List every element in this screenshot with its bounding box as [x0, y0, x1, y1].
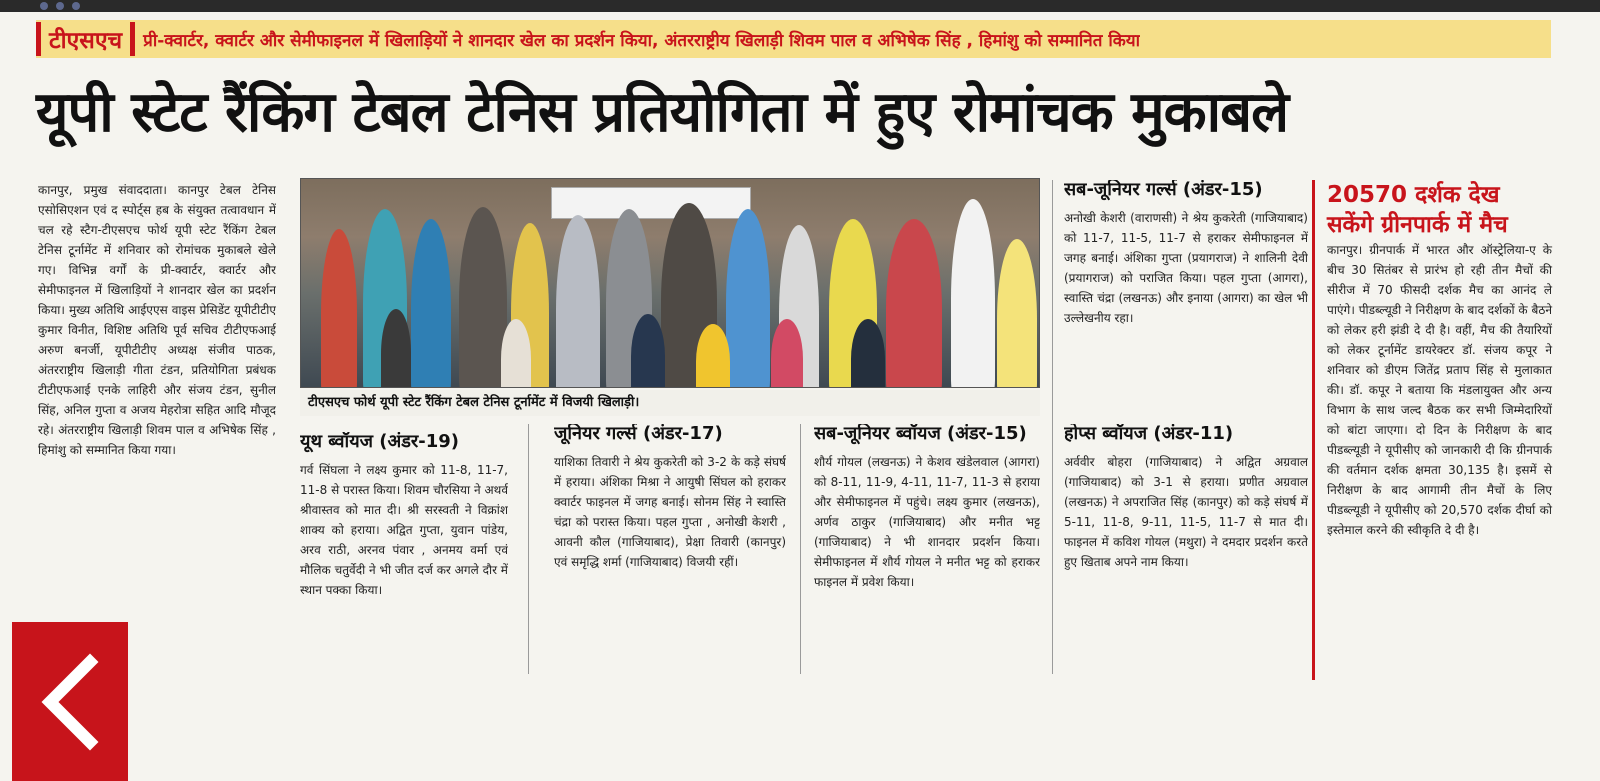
top-bar-dots	[40, 2, 80, 10]
article-column-hopes-boys	[1064, 424, 1308, 674]
lead-article	[38, 180, 276, 678]
article-column-youth-boys	[300, 432, 508, 682]
strap-tag: टीएसएच	[36, 22, 135, 56]
chevron-left-icon	[35, 652, 105, 752]
column-heading: सब-जूनियर ब्वॉयज (अंडर-15)	[814, 424, 1027, 444]
column-text: शौर्य गोयल (लखनऊ) ने केशव खंडेलवाल (आगरा) को 8-11, 11-9, 4-11, 11-7, 11-3 से हराया और सेमीफाइनल में पहुंचे। लक्ष्य कुमार (लखनऊ), अर्णव ठाकुर (गाजियाबाद) और मनीत भट्ट (गाजियाबाद) ने भी शानदार प्रदर्शन किया। सेमीफाइनल में शौर्य गोयल ने मनीत भट्ट को हराकर फाइनल में प्रवेश किया।	[814, 455, 1040, 589]
article-column-subjunior-girls	[1064, 180, 1308, 412]
column-text: याशिका तिवारी ने श्रेय कुकरेती को 3-2 के कड़े संघर्ष में हराया। अंशिका मिश्रा ने आयुषी सिंघल को हराकर क्वार्टर फाइनल में जगह बनाई। सोनम सिंह ने स्वास्ति चंद्रा को परास्त किया। पहल गुप्ता , अनोखी केशरी , आवनी कौल (गाजियाबाद), प्रेक्षा तिवारी (कानपुर) एवं समृद्धि शर्मा (गाजियाबाद) विजयी रहीं।	[554, 455, 786, 569]
photo-caption: टीएसएच फोर्थ यूपी स्टेट रैंकिंग टेबल टेनिस टूर्नामेंट में विजयी खिलाड़ी।	[300, 390, 1040, 416]
column-heading: होप्स ब्वॉयज (अंडर-11)	[1064, 424, 1234, 444]
column-text: गर्व सिंघला ने लक्ष्य कुमार को 11-8, 11-7, 11-8 से परास्त किया। शिवम चौरसिया ने अथर्व श्रीवास्तव को मात दी। श्री सरस्वती ने विक्रांश शाक्य को हराया। अद्वित गुप्ता, युवान पांडेय, अरव राठी, अरनव पंवार , अनमय वर्मा एवं मौलिक चतुर्वेदी ने भी जीत दर्ज कर अगले दौर में स्थान पक्का किया।	[300, 463, 508, 597]
article-column-junior-girls	[554, 424, 786, 674]
photo-banner	[551, 187, 751, 219]
lead-text: कानपुर, प्रमुख संवाददाता। कानपुर टेबल टेनिस एसोसिएशन एवं द स्पोर्ट्स हब के संयुक्त तत्वावधान में चल रहे स्टैग-टीएसएच फोर्थ यूपी स्टेट रैंकिंग टेबल टेनिस टूर्नामेंट में शनिवार को रोमांचक मुकाबले खेले गए। विभिन्न वर्गों के प्री-क्वार्टर, क्वार्टर और सेमीफाइनल में खिलाड़ियों ने शानदार खेल का प्रदर्शन किया। मुख्य अतिथि आईएएस वाइस प्रेसिडेंट यूपीटीटीए कुमार विनीत, विशिष्ट अतिथि पूर्व सचिव टीटीएफआई अरुण बनर्जी, यूपीटीटीए अध्यक्ष संजीव पाठक, अंतरराष्ट्रीय खिलाड़ी गीता टंडन, प्रतियोगिता प्रबंधक टीटीएफआई एनके लाहिरी और संजय टंडन, सुनील सिंह, अनिल गुप्ता व अजय मेहरोत्रा सहित आदि मौजूद रहे। अंतरराष्ट्रीय खिलाड़ी शिवम पाल व अभिषेक सिंह , हिमांशु को सम्मानित किया गया।	[38, 183, 276, 457]
winners-photo	[300, 178, 1040, 388]
article-column-subjunior-boys	[814, 424, 1040, 674]
window-top-bar	[0, 0, 1600, 12]
newspaper-clipping	[0, 12, 1600, 781]
column-heading: सब-जूनियर गर्ल्स (अंडर-15)	[1064, 180, 1263, 200]
sidebar-greenpark	[1312, 180, 1552, 680]
column-divider	[528, 424, 529, 674]
column-heading: यूथ ब्वॉयज (अंडर-19)	[300, 432, 459, 452]
column-text: अर्ववीर बोहरा (गाजियाबाद) ने अद्वित अग्रवाल (गाजियाबाद) को 3-1 से हराया। प्रणीत अग्रवाल (लखनऊ) ने अपराजित सिंह (कानपुर) को कड़े संघर्ष में 5-11, 11-8, 9-11, 11-5, 11-7 से मात दी। फाइनल में कविश गोयल (मथुरा) ने दमदार प्रदर्शन करते हुए खिताब अपने नाम किया।	[1064, 455, 1308, 569]
column-divider	[1052, 180, 1053, 674]
strap-text: प्री-क्वार्टर, क्वार्टर और सेमीफाइनल में खिलाड़ियों ने शानदार खेल का प्रदर्शन किया, अंतरराष्ट्रीय खिलाड़ी शिवम पाल व अभिषेक सिंह , हिमांशु को सम्मानित किया	[143, 30, 1141, 51]
strap-line	[36, 20, 1551, 58]
column-divider	[800, 424, 801, 674]
column-heading: जूनियर गर्ल्स (अंडर-17)	[554, 424, 723, 444]
column-text: अनोखी केशरी (वाराणसी) ने श्रेय कुकरेती (गाजियाबाद) को 11-7, 11-5, 11-7 से हराकर सेमीफाइनल में जगह बनाई। अंशिका गुप्ता (प्रयागराज) ने शालिनी देवी (प्रयागराज) को पराजित किया। पहल गुप्ता (आगरा), स्वास्ति चंद्रा (लखनऊ) और इनाया (आगरा) का खेल भी उल्लेखनीय रहा।	[1064, 211, 1308, 325]
main-headline: यूपी स्टेट रैंकिंग टेबल टेनिस प्रतियोगिता में हुए रोमांचक मुकाबले	[36, 80, 1289, 145]
back-button[interactable]	[12, 622, 128, 781]
sidebar-heading: 20570 दर्शक देख सकेंगे ग्रीनपार्क में मैच	[1327, 182, 1508, 238]
sidebar-text: कानपुर। ग्रीनपार्क में भारत और ऑस्ट्रेलिया-ए के बीच 30 सितंबर से प्रारंभ हो रही तीन मैचों की सीरीज में 70 फीसदी दर्शक मैच का आनंद ले पाएंगे। पीडब्ल्यूडी ने निरीक्षण के बाद दर्शकों के बैठने को लेकर हरी झंडी दे दी है। वहीं, मैच की तैयारियों को लेकर टूर्नामेंट डायरेक्टर डॉ. संजय कपूर ने शनिवार को डीएम जितेंद्र प्रताप सिंह से मुलाकात की। डॉ. कपूर ने बताया कि मंडलायुक्त और अन्य विभाग के साथ जल्द बैठक कर सभी जिम्मेदारियों को बांटा जाएगा। दो दिन के निरीक्षण के बाद पीडब्ल्यूडी ने यूपीसीए को जानकारी दी कि ग्रीनपार्क की वर्तमान दर्शक क्षमता 30,135 है। इसमें से निरीक्षण के बाद आगामी तीन मैचों के लिए पीडब्ल्यूडी ने यूपीसीए को 20,570 दर्शक दीर्घा को इस्तेमाल करने की स्वीकृति दे दी है।	[1327, 243, 1552, 537]
